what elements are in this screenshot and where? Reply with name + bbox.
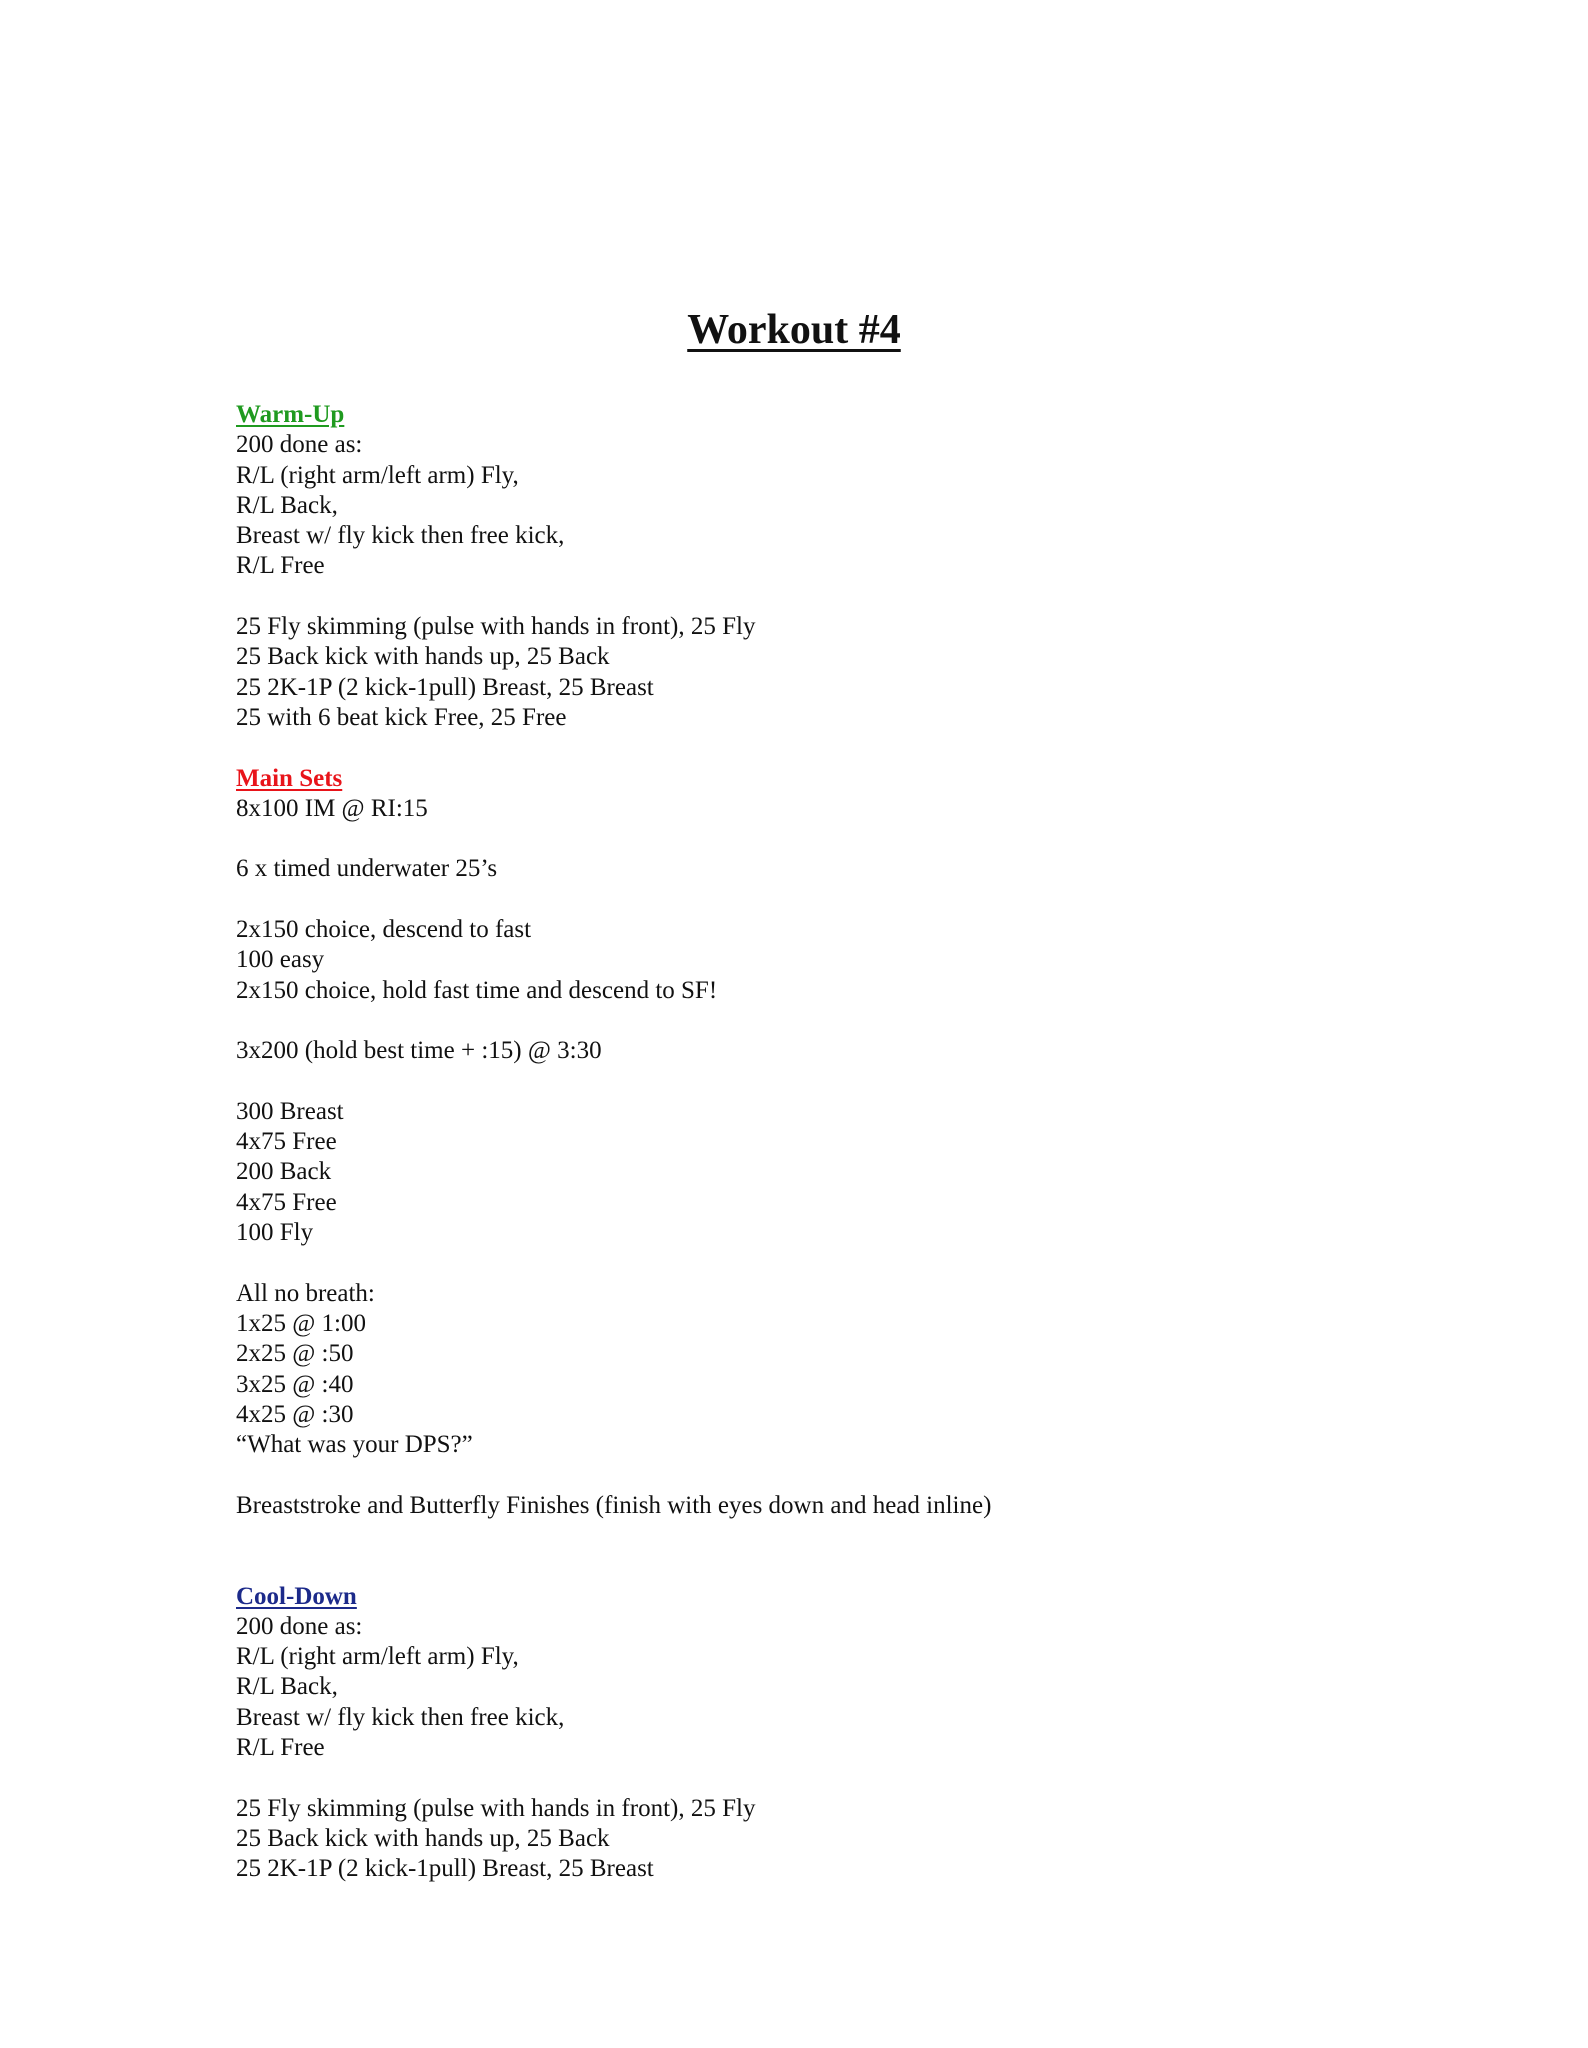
spacer bbox=[236, 1521, 1476, 1582]
cooldown-section bbox=[236, 1582, 1476, 1885]
main-sets-heading: Main Sets bbox=[236, 764, 343, 792]
warmup-block-2 bbox=[236, 612, 1476, 733]
list-item: Breaststroke and Butterfly Finishes (finish with eyes down and head inline) bbox=[236, 1491, 992, 1519]
spacer bbox=[236, 1460, 1476, 1490]
list-item: R/L (right arm/left arm) Fly, bbox=[236, 1643, 519, 1671]
list-item: 6 x timed underwater 25’s bbox=[236, 855, 498, 883]
list-item: Breast w/ fly kick then free kick, bbox=[236, 1703, 565, 1731]
list-item: Breast w/ fly kick then free kick, bbox=[236, 522, 565, 550]
spacer bbox=[236, 1006, 1476, 1036]
list-item: R/L Free bbox=[236, 552, 325, 580]
list-item: 200 Back bbox=[236, 1158, 332, 1186]
warmup-heading: Warm-Up bbox=[236, 401, 345, 428]
list-item: R/L (right arm/left arm) Fly, bbox=[236, 461, 519, 489]
workout-content bbox=[236, 400, 1476, 1885]
list-item: 4x75 Free bbox=[236, 1128, 337, 1156]
main-sets-section bbox=[236, 764, 1476, 1521]
spacer bbox=[236, 733, 1476, 763]
list-item: 25 Fly skimming (pulse with hands in front), 25 Fly bbox=[236, 1794, 756, 1822]
list-item: 3x25 @ :40 bbox=[236, 1370, 354, 1398]
list-item: 4x25 @ :30 bbox=[236, 1400, 354, 1428]
page-title-text: Workout #4 bbox=[687, 307, 901, 353]
list-item: 8x100 IM @ RI:15 bbox=[236, 794, 428, 822]
list-item: All no breath: bbox=[236, 1279, 375, 1307]
list-item: R/L Back, bbox=[236, 1673, 338, 1701]
list-item: 100 easy bbox=[236, 946, 325, 974]
spacer bbox=[236, 824, 1476, 854]
list-item: 300 Breast bbox=[236, 1097, 344, 1125]
list-item: 4x75 Free bbox=[236, 1188, 337, 1216]
page-title bbox=[0, 304, 1588, 356]
list-item: 100 Fly bbox=[236, 1219, 314, 1247]
spacer bbox=[236, 582, 1476, 612]
spacer bbox=[236, 1763, 1476, 1793]
spacer bbox=[236, 885, 1476, 915]
warmup-block-1 bbox=[236, 430, 1476, 581]
warmup-section bbox=[236, 400, 1476, 733]
list-item: 25 Back kick with hands up, 25 Back bbox=[236, 643, 610, 671]
list-item: 200 done as: bbox=[236, 1612, 363, 1640]
list-item: 25 2K-1P (2 kick-1pull) Breast, 25 Breast bbox=[236, 673, 654, 701]
spacer bbox=[236, 1067, 1476, 1097]
list-item: 1x25 @ 1:00 bbox=[236, 1309, 366, 1337]
list-item: 3x200 (hold best time + :15) @ 3:30 bbox=[236, 1037, 602, 1065]
list-item: 25 2K-1P (2 kick-1pull) Breast, 25 Breast bbox=[236, 1855, 654, 1883]
list-item: 25 with 6 beat kick Free, 25 Free bbox=[236, 703, 567, 731]
list-item: 25 Fly skimming (pulse with hands in front), 25 Fly bbox=[236, 613, 756, 641]
list-item: 2x25 @ :50 bbox=[236, 1340, 354, 1368]
cooldown-heading: Cool-Down bbox=[236, 1582, 357, 1610]
list-item: 2x150 choice, descend to fast bbox=[236, 916, 532, 944]
list-item: R/L Free bbox=[236, 1734, 325, 1762]
cooldown-block-1 bbox=[236, 1612, 1476, 1763]
spacer bbox=[236, 1248, 1476, 1278]
list-item: 25 Back kick with hands up, 25 Back bbox=[236, 1824, 610, 1852]
cooldown-block-2 bbox=[236, 1794, 1476, 1885]
list-item: 200 done as: bbox=[236, 431, 363, 459]
list-item: R/L Back, bbox=[236, 491, 338, 519]
list-item: “What was your DPS?” bbox=[236, 1431, 473, 1459]
list-item: 2x150 choice, hold fast time and descend to SF! bbox=[236, 976, 718, 1004]
